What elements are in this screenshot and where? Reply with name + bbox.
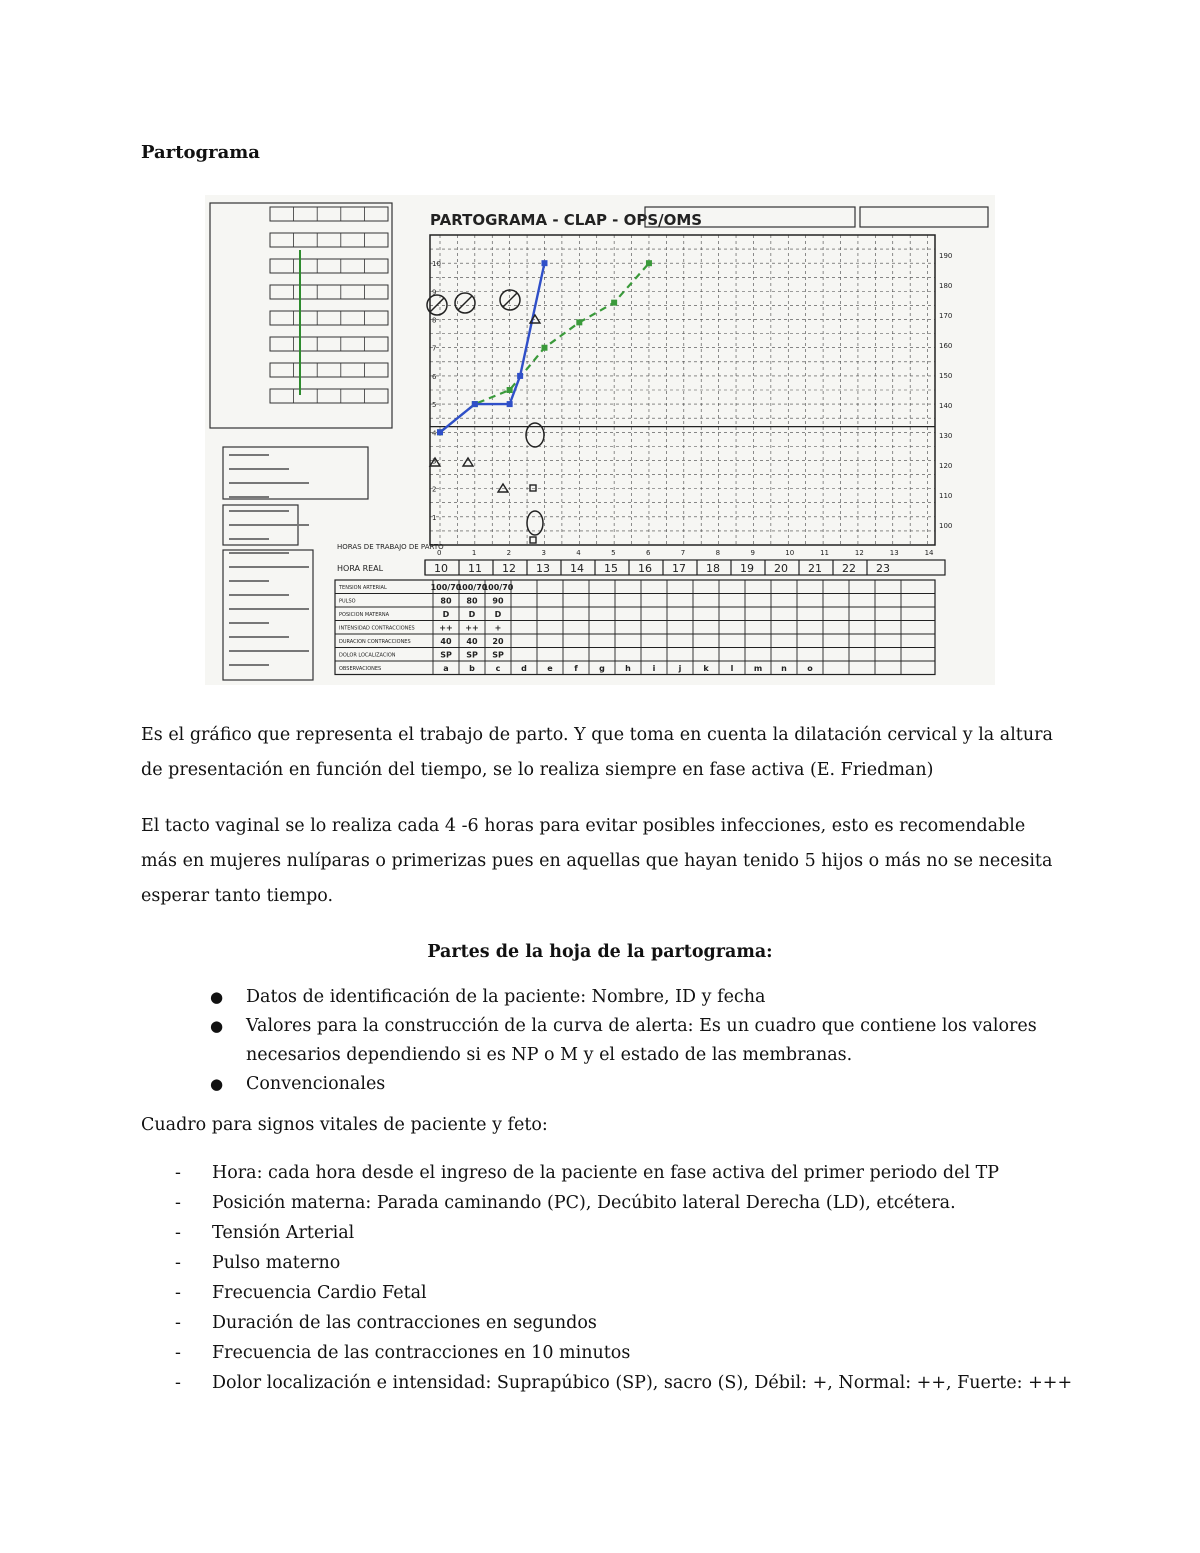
vitals-cell: + — [494, 623, 502, 633]
fhr-tick-label: 160 — [939, 342, 953, 350]
fhr-tick-label: 180 — [939, 282, 953, 290]
dilation-tick-label: 2 — [432, 485, 437, 494]
real-hour-cell: 12 — [502, 562, 516, 575]
list-item: ● Valores para la construcción de la curva de alerta: Es un cuadro que contiene los valores necesarios dependiendo si es NP o M y el estado de las membranas. — [210, 1012, 1040, 1070]
list-item: - Pulso materno — [175, 1253, 341, 1273]
real-hour-cell: 19 — [740, 562, 754, 575]
alert-point — [541, 345, 547, 351]
real-hour-cell: 10 — [434, 562, 448, 575]
labor-hour-tick: 5 — [611, 549, 616, 557]
dilation-point — [541, 260, 547, 266]
dilation-point — [517, 373, 523, 379]
vitals-intro: Cuadro para signos vitales de paciente y feto: — [141, 1115, 548, 1135]
dilation-tick-label: 10 — [432, 260, 441, 269]
dilation-tick-label: 5 — [432, 401, 437, 410]
bullet-icon: ● — [210, 988, 224, 1006]
alert-point — [576, 319, 582, 325]
list-item: ● Datos de identificación de la paciente: Nombre, ID y fecha — [210, 983, 1040, 1012]
vitals-cell: SP — [492, 650, 504, 660]
labor-hour-tick: 4 — [576, 549, 581, 557]
dilation-point — [507, 401, 513, 407]
list-item: - Hora: cada hora desde el ingreso de la paciente en fase activa del primer periodo del TP — [175, 1163, 1000, 1183]
list-item: - Tensión Arterial — [175, 1223, 355, 1243]
vitals-cell: l — [730, 664, 734, 673]
vitals-row-label: TENSION ARTERIAL — [339, 585, 387, 591]
labor-hour-tick: 10 — [785, 549, 795, 557]
vitals-cell: SP — [440, 650, 452, 660]
labor-hour-tick: 2 — [506, 549, 512, 557]
vitals-cell: 90 — [492, 596, 504, 606]
labor-hour-tick: 1 — [471, 549, 477, 557]
fhr-tick-label: 120 — [939, 462, 953, 470]
vitals-row-label: INTENSIDAD CONTRACCIONES — [339, 625, 415, 632]
vitals-row-label: OBSERVACIONES — [339, 666, 382, 672]
vitals-row-label: DURACION CONTRACCIONES — [339, 639, 411, 645]
vitals-cell: c — [495, 664, 501, 673]
labor-hour-tick: 11 — [820, 549, 830, 557]
labor-hour-tick: 0 — [437, 549, 442, 557]
labor-hour-tick: 3 — [541, 549, 546, 557]
alert-point — [646, 260, 652, 266]
alert-point — [507, 387, 513, 393]
fhr-tick-label: 170 — [939, 312, 953, 320]
real-hour-label: HORA REAL — [337, 564, 384, 573]
vitals-cell: f — [574, 664, 578, 673]
vitals-cell: g — [599, 664, 605, 673]
partogram-figure — [205, 195, 995, 685]
parts-list — [210, 983, 1040, 1099]
dilation-tick-label: 1 — [432, 513, 437, 522]
section-heading: Partes de la hoja de la partograma: — [427, 942, 773, 962]
real-hour-cell: 18 — [706, 562, 720, 575]
bullet-icon: ● — [210, 1017, 224, 1035]
paragraph-definition: Es el gráfico que representa el trabajo de parto. Y que toma en cuenta la dilatación cervical y la altura de presentación en función del tiempo, se lo realiza siempre en fase activa (E. Friedman) — [141, 725, 1053, 780]
fhr-tick-label: 130 — [939, 432, 953, 440]
paragraph-vaginal-exam: El tacto vaginal se lo realiza cada 4 -6 horas para evitar posibles infecciones, esto es recomendable más en mujeres nulíparas o primerizas pues en aquellas que hayan tenido 5 hijos o más no se necesita esperar tanto tiempo. — [141, 816, 1053, 906]
vitals-cell: 20 — [492, 637, 504, 646]
vitals-cell: o — [807, 664, 813, 673]
vitals-cell: 40 — [440, 637, 452, 646]
labor-hour-tick: 13 — [889, 549, 899, 557]
form-title: PARTOGRAMA - CLAP - OPS/OMS — [430, 211, 703, 229]
vitals-cell: e — [547, 664, 553, 673]
dilation-point — [472, 401, 478, 407]
dilation-tick-label: 3 — [432, 457, 437, 466]
vitals-cell: h — [625, 664, 631, 673]
vitals-cell: SP — [466, 650, 478, 660]
vitals-cell: ++ — [439, 623, 453, 633]
fhr-tick-label: 140 — [939, 402, 953, 410]
vitals-cell: 100/70 — [430, 583, 462, 592]
list-item: - Duración de las contracciones en segundos — [175, 1313, 597, 1333]
labor-hours-label: HORAS DE TRABAJO DE PARTO — [337, 543, 444, 551]
vitals-cell: i — [652, 664, 656, 673]
dilation-tick-label: 4 — [432, 429, 437, 438]
real-hour-cell: 20 — [774, 562, 788, 575]
vitals-cell: 100/70 — [456, 583, 488, 592]
dilation-tick-label: 9 — [432, 288, 437, 297]
dilation-tick-label: 8 — [432, 316, 437, 325]
vitals-cell: D — [442, 610, 450, 619]
vitals-cell: 80 — [440, 596, 452, 606]
vitals-cell: ++ — [465, 623, 479, 633]
vitals-cell: d — [521, 664, 527, 673]
alert-point — [611, 300, 617, 306]
vitals-cell: 100/70 — [482, 583, 514, 592]
real-hour-cell: 16 — [638, 562, 652, 575]
vitals-cell: D — [468, 610, 476, 619]
dilation-tick-label: 7 — [432, 344, 437, 353]
vitals-cell: j — [678, 664, 682, 673]
labor-hour-tick: 14 — [924, 549, 934, 557]
real-hour-cell: 22 — [842, 562, 856, 575]
list-item: - Posición materna: Parada caminando (PC), Decúbito lateral Derecha (LD), etcétera. — [175, 1193, 956, 1213]
real-hour-cell: 17 — [672, 562, 686, 575]
fhr-tick-label: 150 — [939, 372, 953, 380]
vitals-cell: 40 — [466, 637, 478, 646]
labor-hour-tick: 6 — [645, 549, 651, 557]
list-item: ● Convencionales — [210, 1070, 1040, 1099]
labor-hour-tick: 12 — [854, 549, 864, 557]
bullet-icon: ● — [210, 1075, 224, 1093]
vitals-cell: b — [469, 664, 475, 673]
vitals-row-label: POSICION MATERNA — [339, 612, 390, 618]
labor-hour-tick: 7 — [680, 549, 686, 557]
list-item: - Frecuencia de las contracciones en 10 minutos — [175, 1343, 631, 1363]
real-hour-cell: 21 — [808, 562, 822, 575]
page-title: Partograma — [141, 142, 260, 163]
dilation-tick-label: 6 — [432, 372, 437, 381]
real-hour-cell: 23 — [876, 562, 890, 575]
fhr-tick-label: 110 — [939, 492, 953, 500]
vitals-cell: D — [494, 610, 502, 619]
real-hour-cell: 13 — [536, 562, 550, 575]
labor-hour-tick: 8 — [715, 549, 721, 557]
dilation-point — [437, 429, 443, 435]
real-hour-cell: 15 — [604, 562, 618, 575]
real-hour-cell: 14 — [570, 562, 584, 575]
fhr-tick-label: 190 — [939, 252, 953, 260]
vitals-cell: m — [753, 664, 763, 673]
labor-hour-tick: 9 — [750, 549, 755, 557]
vitals-row-label: PULSO — [339, 598, 356, 605]
real-hour-cell: 11 — [468, 562, 482, 575]
vitals-cell: a — [443, 664, 449, 673]
fhr-tick-label: 100 — [939, 522, 953, 530]
vitals-row-label: DOLOR LOCALIZACION — [339, 652, 396, 659]
vitals-cell: n — [781, 664, 787, 673]
vitals-cell: 80 — [466, 596, 478, 606]
list-item: - Dolor localización e intensidad: Suprapúbico (SP), sacro (S), Débil: +, Normal: ++, Fuerte: +++ — [175, 1373, 1073, 1393]
vitals-cell: k — [703, 664, 709, 673]
vitals-list — [175, 1158, 1075, 1398]
list-item: - Frecuencia Cardio Fetal — [175, 1283, 427, 1303]
